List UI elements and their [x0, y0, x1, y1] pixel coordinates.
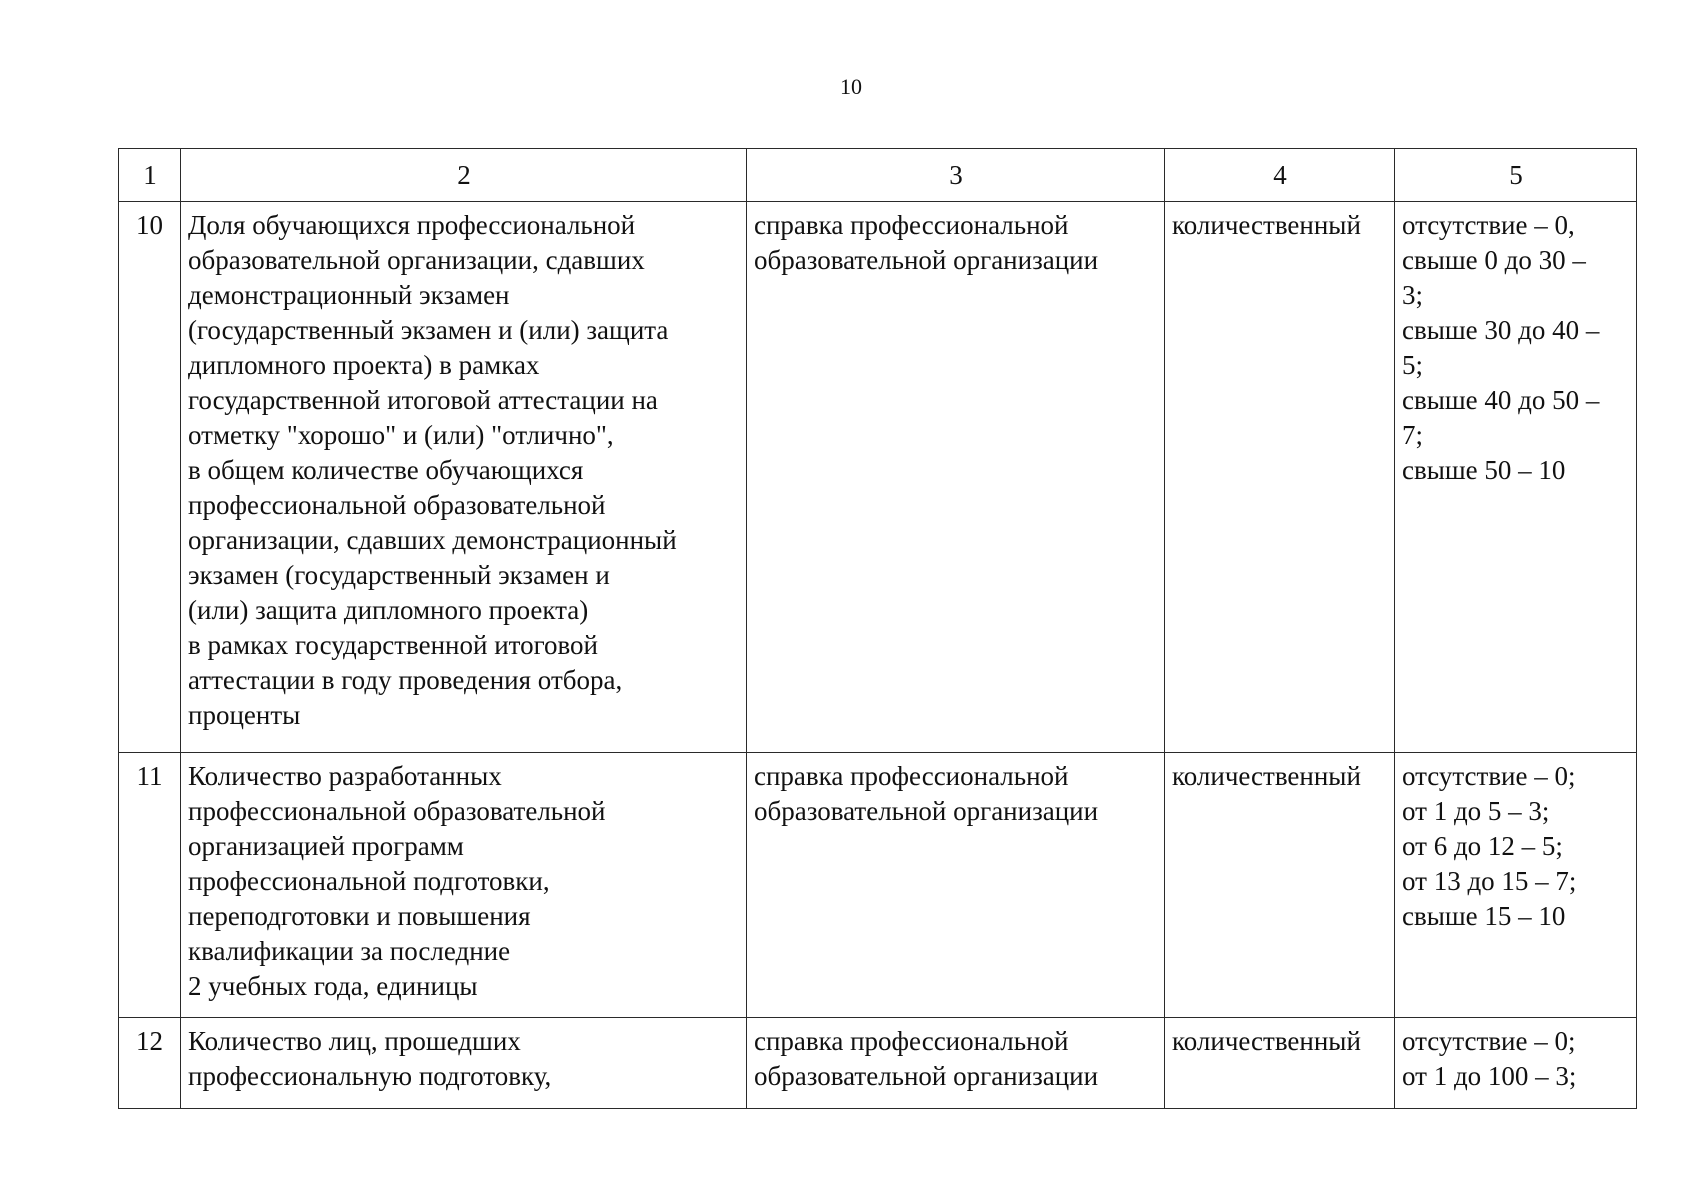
- indicator-line: образовательной организации, сдавших: [188, 245, 645, 275]
- indicator-line: профессиональной подготовки,: [188, 866, 550, 896]
- source-cell: [747, 202, 1165, 753]
- source-line: образовательной организации: [754, 1061, 1099, 1091]
- header-cell-5: 5: [1395, 149, 1637, 202]
- scale-line: свыше 15 – 10: [1402, 901, 1566, 931]
- scale-line: свыше 0 до 30 –: [1402, 245, 1586, 275]
- indicator-line: профессиональной образовательной: [188, 490, 606, 520]
- header-cell-1: 1: [119, 149, 181, 202]
- indicator-line: переподготовки и повышения: [188, 901, 531, 931]
- indicator-cell: [181, 202, 747, 753]
- indicator-line: Количество лиц, прошедших: [188, 1026, 521, 1056]
- indicator-line: квалификации за последние: [188, 936, 511, 966]
- scale-line: 3;: [1402, 280, 1424, 310]
- table-header-row: [119, 149, 1637, 202]
- indicator-line: аттестации в году проведения отбора,: [188, 665, 623, 695]
- indicator-line: в общем количестве обучающихся: [188, 455, 584, 485]
- scale-cell: [1395, 202, 1637, 753]
- scale-cell: [1395, 753, 1637, 1018]
- indicator-line: проценты: [188, 700, 301, 730]
- source-line: справка профессиональной: [754, 210, 1069, 240]
- source-cell: [747, 1018, 1165, 1109]
- scale-line: свыше 50 – 10: [1402, 455, 1566, 485]
- indicator-line: организацией программ: [188, 831, 464, 861]
- scale-line: 5;: [1402, 350, 1424, 380]
- table-row: [119, 202, 1637, 753]
- indicator-line: профессиональной образовательной: [188, 796, 606, 826]
- criteria-table: [118, 148, 1637, 1109]
- source-cell: [747, 753, 1165, 1018]
- indicator-line: профессиональную подготовку,: [188, 1061, 552, 1091]
- source-line: справка профессиональной: [754, 1026, 1069, 1056]
- scale-line: от 6 до 12 – 5;: [1402, 831, 1563, 861]
- row-number: 11: [119, 753, 181, 1018]
- indicator-line: (или) защита дипломного проекта): [188, 595, 589, 625]
- header-cell-4: 4: [1165, 149, 1395, 202]
- row-number: 10: [119, 202, 181, 753]
- source-line: образовательной организации: [754, 796, 1099, 826]
- header-cell-2: 2: [181, 149, 747, 202]
- scale-line: отсутствие – 0;: [1402, 1026, 1576, 1056]
- type-cell: количественный: [1165, 1018, 1395, 1109]
- scale-line: от 1 до 5 – 3;: [1402, 796, 1550, 826]
- indicator-line: в рамках государственной итоговой: [188, 630, 598, 660]
- indicator-line: организации, сдавших демонстрационный: [188, 525, 677, 555]
- indicator-line: Доля обучающихся профессиональной: [188, 210, 636, 240]
- indicator-line: отметку "хорошо" и (или) "отлично",: [188, 420, 614, 450]
- indicator-line: 2 учебных года, единицы: [188, 971, 478, 1001]
- scale-line: свыше 30 до 40 –: [1402, 315, 1600, 345]
- indicator-cell: [181, 1018, 747, 1109]
- row-number: 12: [119, 1018, 181, 1109]
- scale-line: свыше 40 до 50 –: [1402, 385, 1600, 415]
- indicator-line: Количество разработанных: [188, 761, 502, 791]
- indicator-cell: [181, 753, 747, 1018]
- type-cell: количественный: [1165, 753, 1395, 1018]
- page-number: 10: [840, 74, 862, 99]
- indicator-line: демонстрационный экзамен: [188, 280, 510, 310]
- type-cell: количественный: [1165, 202, 1395, 753]
- scale-line: отсутствие – 0,: [1402, 210, 1575, 240]
- scale-line: 7;: [1402, 420, 1424, 450]
- source-line: образовательной организации: [754, 245, 1099, 275]
- source-line: справка профессиональной: [754, 761, 1069, 791]
- scale-line: от 1 до 100 – 3;: [1402, 1061, 1577, 1091]
- indicator-line: дипломного проекта) в рамках: [188, 350, 540, 380]
- table-row: [119, 1018, 1637, 1109]
- indicator-line: государственной итоговой аттестации на: [188, 385, 658, 415]
- indicator-line: (государственный экзамен и (или) защита: [188, 315, 669, 345]
- table-row: [119, 753, 1637, 1018]
- header-cell-3: 3: [747, 149, 1165, 202]
- scale-cell: [1395, 1018, 1637, 1109]
- indicator-line: экзамен (государственный экзамен и: [188, 560, 610, 590]
- scale-line: от 13 до 15 – 7;: [1402, 866, 1577, 896]
- scale-line: отсутствие – 0;: [1402, 761, 1576, 791]
